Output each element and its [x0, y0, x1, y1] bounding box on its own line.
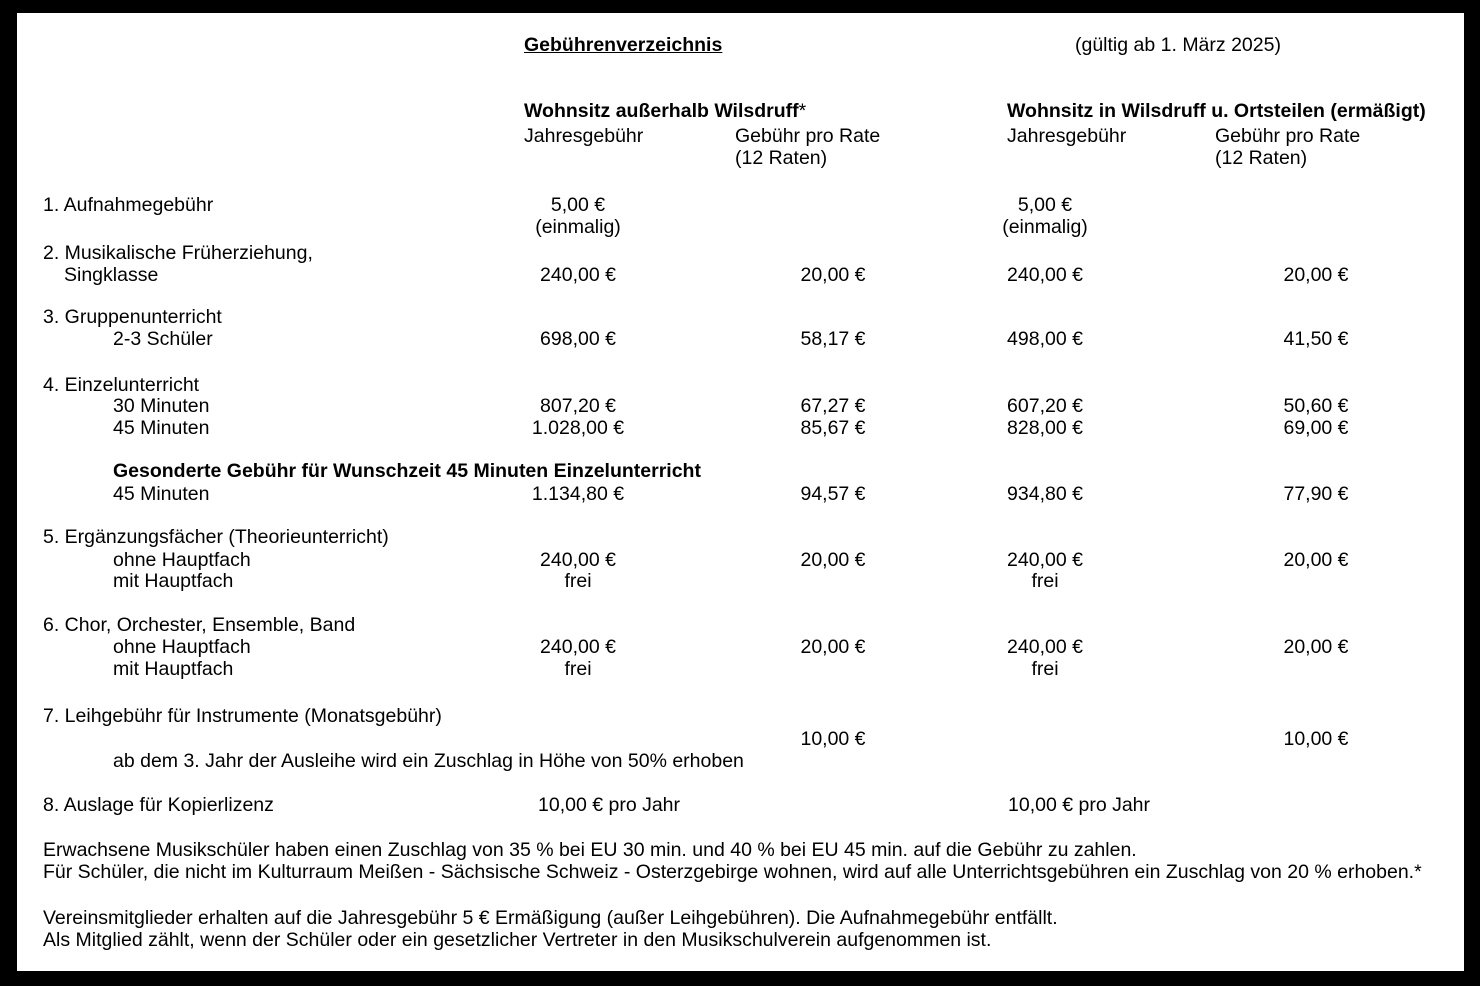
fee-value-outside-annual: 240,00 €	[540, 636, 616, 658]
table-row	[17, 242, 1464, 264]
fee-value-local-annual: 828,00 €	[1007, 417, 1083, 439]
fee-value-outside-rate: 20,00 €	[800, 636, 866, 658]
fee-value-local-annual: 934,80 €	[1007, 483, 1083, 505]
fee-value-local-rate: 50,60 €	[1283, 395, 1349, 417]
fee-value-local-rate: 41,50 €	[1283, 328, 1349, 350]
column-header-rate-local-sub: (12 Raten)	[1215, 147, 1308, 169]
fee-value-outside-annual: 807,20 €	[540, 395, 616, 417]
special-fee-heading: Gesonderte Gebühr für Wunschzeit 45 Minuten Einzelunterricht	[113, 460, 701, 482]
row-label: ohne Hauptfach	[113, 636, 251, 658]
fee-value-local-rate: 20,00 €	[1283, 636, 1349, 658]
fee-value-local-annual: 607,20 €	[1007, 395, 1083, 417]
table-row	[17, 570, 1464, 592]
fee-value-outside-rate: 20,00 €	[800, 264, 866, 286]
table-row	[17, 794, 1464, 816]
column-header-sub-line	[17, 147, 1464, 169]
table-row	[17, 460, 1464, 482]
column-header-rate-local: Gebühr pro Rate	[1215, 125, 1361, 147]
row-label: 45 Minuten	[113, 483, 210, 505]
column-group-title-line	[17, 100, 1464, 122]
table-row	[17, 216, 1464, 238]
row-label: mit Hauptfach	[113, 658, 234, 680]
validity-note: (gültig ab 1. März 2025)	[1075, 34, 1281, 56]
row-label: 4. Einzelunterricht	[43, 374, 200, 396]
fee-value-outside-annual: 1.134,80 €	[531, 483, 625, 505]
table-row	[17, 549, 1464, 571]
fee-value-local-annual: 240,00 €	[1007, 636, 1083, 658]
table-row	[17, 658, 1464, 680]
footnote-region-surcharge: Für Schüler, die nicht im Kulturraum Meißen - Sächsische Schweiz - Osterzgebirge wohnen, wird auf alle Unterrichtsgebühren ein Zuschlag von 20 % erhoben.*	[43, 861, 1422, 883]
fee-value-local-rate: 20,00 €	[1283, 549, 1349, 571]
fee-value-outside-annual: 240,00 €	[540, 549, 616, 571]
fee-value-outside-annual: frei	[564, 658, 592, 680]
fee-value-local-rate: 20,00 €	[1283, 264, 1349, 286]
footnote-member-definition: Als Mitglied zählt, wenn der Schüler oder ein gesetzlicher Vertreter in den Musikschulverein aufgenommen ist.	[43, 929, 992, 951]
row-label: 8. Auslage für Kopierlizenz	[43, 794, 274, 816]
table-row	[17, 264, 1464, 286]
fee-value-local-annual: 10,00 € pro Jahr	[1008, 794, 1151, 816]
fee-value-outside-rate: 10,00 €	[800, 728, 866, 750]
column-header-annual-outside: Jahresgebühr	[524, 125, 644, 147]
footnote-line	[17, 861, 1464, 883]
fee-value-outside-rate: 85,67 €	[800, 417, 866, 439]
column-group-outside-asterisk: *	[798, 100, 807, 122]
table-row	[17, 306, 1464, 328]
row-label: 30 Minuten	[113, 395, 210, 417]
fee-note-outside: (einmalig)	[535, 216, 621, 238]
fee-value-outside-annual: 5,00 €	[550, 194, 606, 216]
fee-value-local-annual: 5,00 €	[1017, 194, 1073, 216]
fee-value-local-annual: 240,00 €	[1007, 264, 1083, 286]
column-header-rate-outside: Gebühr pro Rate	[735, 125, 881, 147]
title-line	[17, 34, 1464, 56]
row-label: Singklasse	[64, 264, 159, 286]
row-label: 3. Gruppenunterricht	[43, 306, 222, 328]
table-row	[17, 705, 1464, 727]
table-row	[17, 328, 1464, 350]
fee-value-local-annual: frei	[1031, 570, 1059, 592]
fee-value-outside-annual: 240,00 €	[540, 264, 616, 286]
table-row	[17, 395, 1464, 417]
table-row	[17, 194, 1464, 216]
footnote-line	[17, 839, 1464, 861]
rental-surcharge-note: ab dem 3. Jahr der Ausleihe wird ein Zuschlag in Höhe von 50% erhoben	[113, 750, 744, 772]
page-title: Gebührenverzeichnis	[524, 34, 723, 56]
table-row	[17, 417, 1464, 439]
fee-value-local-annual: 498,00 €	[1007, 328, 1083, 350]
fee-value-outside-rate: 67,27 €	[800, 395, 866, 417]
column-header-rate-outside-sub: (12 Raten)	[735, 147, 828, 169]
table-row	[17, 636, 1464, 658]
table-row	[17, 750, 1464, 772]
row-label: 45 Minuten	[113, 417, 210, 439]
fee-value-outside-annual: frei	[564, 570, 592, 592]
row-label: 2. Musikalische Früherziehung,	[43, 242, 313, 264]
table-row	[17, 526, 1464, 548]
row-label: 5. Ergänzungsfächer (Theorieunterricht)	[43, 526, 389, 548]
table-row	[17, 614, 1464, 636]
fee-value-outside-annual: 10,00 € pro Jahr	[538, 794, 681, 816]
footnote-line	[17, 907, 1464, 929]
row-label: 6. Chor, Orchester, Ensemble, Band	[43, 614, 356, 636]
row-label: 7. Leihgebühr für Instrumente (Monatsgebühr)	[43, 705, 442, 727]
fee-value-outside-rate: 94,57 €	[800, 483, 866, 505]
footnote-line	[17, 929, 1464, 951]
table-row	[17, 728, 1464, 750]
row-label: ohne Hauptfach	[113, 549, 251, 571]
fee-value-local-annual: 240,00 €	[1007, 549, 1083, 571]
fee-value-outside-annual: 1.028,00 €	[531, 417, 625, 439]
row-label: 2-3 Schüler	[113, 328, 213, 350]
fee-schedule-document	[17, 13, 1464, 971]
fee-value-outside-annual: 698,00 €	[540, 328, 616, 350]
column-group-local-title: Wohnsitz in Wilsdruff u. Ortsteilen (ermäßigt)	[1007, 100, 1426, 122]
column-header-annual-local: Jahresgebühr	[1007, 125, 1127, 147]
table-row	[17, 374, 1464, 396]
fee-value-local-annual: frei	[1031, 658, 1059, 680]
fee-value-local-rate: 69,00 €	[1283, 417, 1349, 439]
fee-value-local-rate: 10,00 €	[1283, 728, 1349, 750]
footnote-adult-surcharge: Erwachsene Musikschüler haben einen Zuschlag von 35 % bei EU 30 min. und 40 % bei EU 45 min. auf die Gebühr zu zahlen.	[43, 839, 1137, 861]
fee-note-local: (einmalig)	[1002, 216, 1088, 238]
footnote-member-discount: Vereinsmitglieder erhalten auf die Jahresgebühr 5 € Ermäßigung (außer Leihgebühren). Die Aufnahmegebühr entfällt.	[43, 907, 1058, 929]
fee-value-outside-rate: 58,17 €	[800, 328, 866, 350]
fee-value-local-rate: 77,90 €	[1283, 483, 1349, 505]
table-row	[17, 483, 1464, 505]
row-label: mit Hauptfach	[113, 570, 234, 592]
column-group-outside-title-text: Wohnsitz außerhalb Wilsdruff	[524, 100, 799, 122]
column-group-outside-title	[524, 100, 806, 122]
fee-value-outside-rate: 20,00 €	[800, 549, 866, 571]
column-header-line	[17, 125, 1464, 147]
row-label: 1. Aufnahmegebühr	[43, 194, 214, 216]
